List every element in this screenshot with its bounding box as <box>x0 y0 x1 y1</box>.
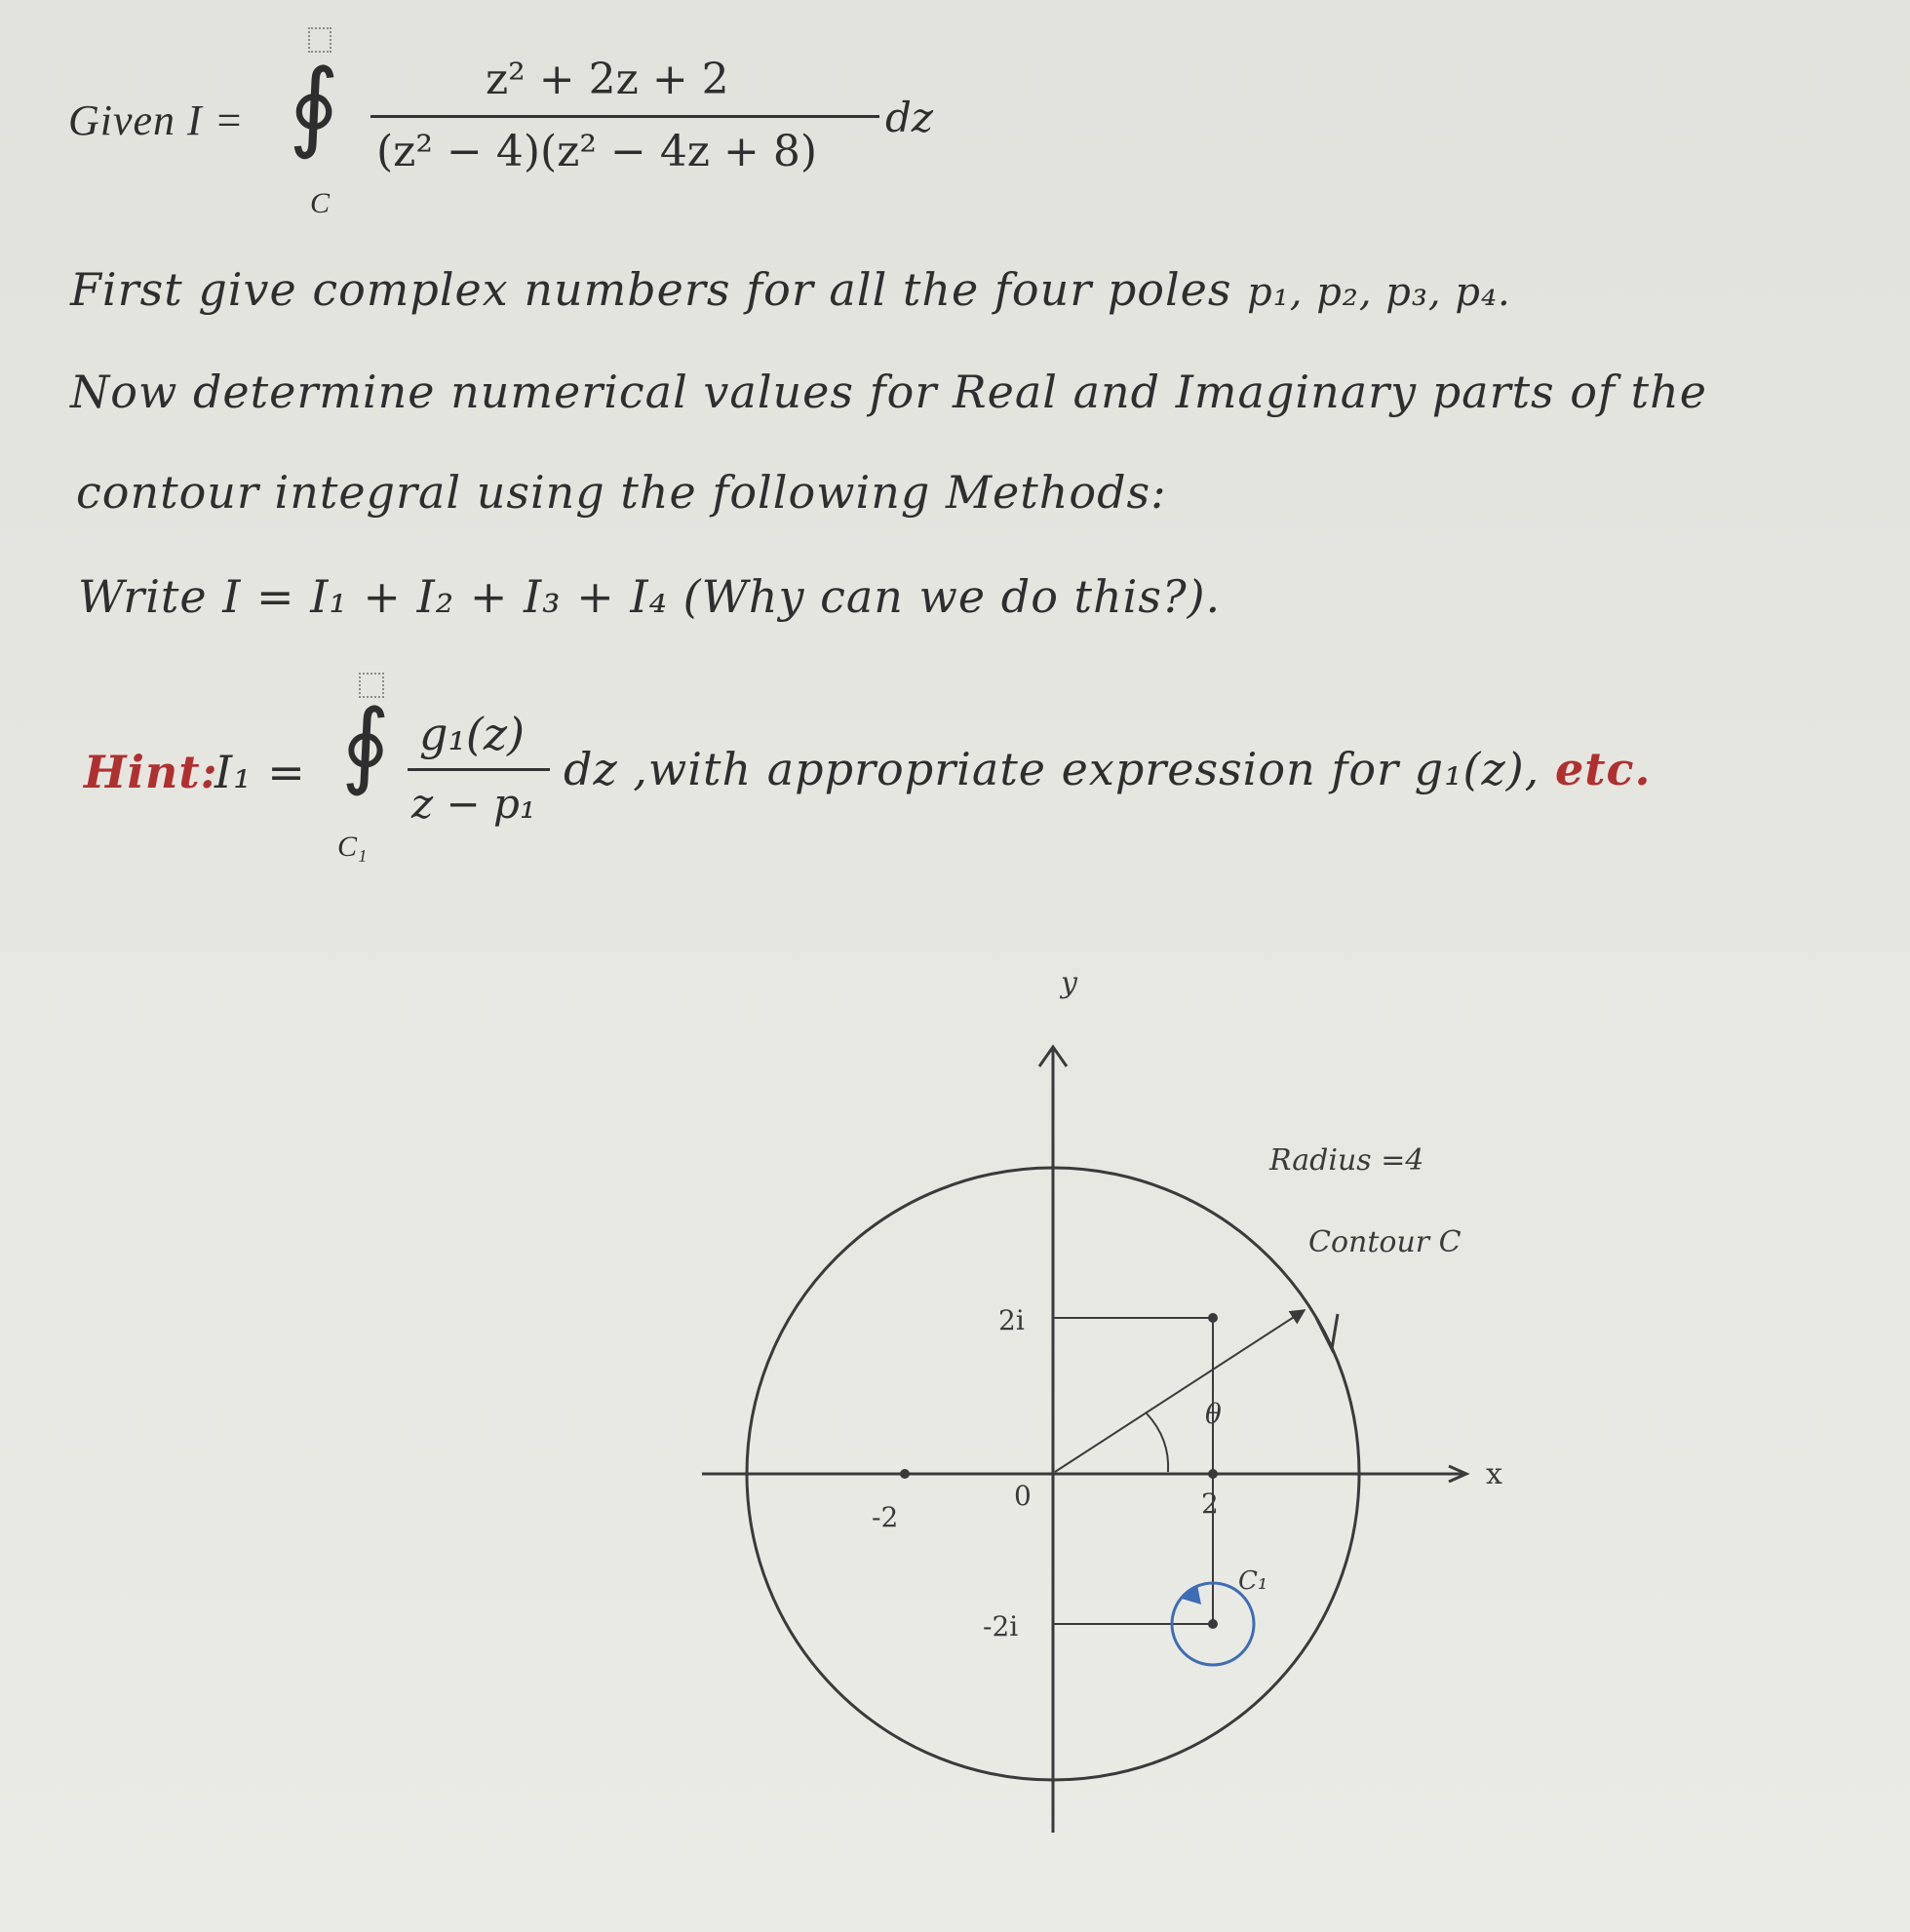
tick-label-2i: 2i <box>998 1304 1025 1336</box>
integrand-denominator: (z² − 4)(z² − 4z + 8) <box>376 127 817 176</box>
tick-label-0: 0 <box>1014 1480 1032 1512</box>
given-label: Given I = <box>68 97 245 144</box>
hint-label: Hint: <box>84 746 218 798</box>
tick-label-minus-2i: -2i <box>983 1610 1019 1642</box>
instruction-line-methods: contour integral using the following Methods: <box>76 466 1167 519</box>
contour-c1-label: C₁ <box>1238 1566 1268 1596</box>
hint-denominator: z − p₁ <box>411 780 536 828</box>
hint-contour-subscript: C₁ <box>337 831 368 863</box>
hint-lhs: I₁ = <box>214 746 306 798</box>
radius-label: Radius =4 <box>1269 1143 1424 1178</box>
pole-point-2-minus-2i <box>1208 1619 1218 1629</box>
instruction-line-sum: Write I = I₁ + I₂ + I₃ + I₄ (Why can we do this?). <box>78 570 1222 623</box>
integrand-numerator: z² + 2z + 2 <box>486 55 729 104</box>
contour-direction-arrow-icon <box>1316 1314 1338 1349</box>
radius-line <box>1055 1310 1305 1472</box>
tick-label-2: 2 <box>1201 1488 1219 1520</box>
hint-numerator: g₁(z) <box>419 708 526 760</box>
x-axis-label: x <box>1486 1457 1502 1491</box>
tick-label-minus-2: -2 <box>872 1501 899 1533</box>
pole-point-minus-2 <box>900 1469 910 1479</box>
contour-subscript: C <box>310 187 331 219</box>
theta-label: θ <box>1205 1398 1222 1430</box>
theta-arc <box>1147 1413 1168 1472</box>
instruction-line-real-imag: Now determine numerical values for Real and Imaginary parts of the <box>70 366 1707 418</box>
y-axis-label: y <box>1061 966 1077 1000</box>
hint-rest-text: dz ,with appropriate expression for g₁(z), <box>564 743 1555 795</box>
contour-integral-sign: ∮ <box>289 48 340 162</box>
hint-etc: etc. <box>1554 743 1652 795</box>
instruction-poles-text: First give complex numbers for all the four poles <box>70 263 1248 316</box>
pole-point-2-plus-2i <box>1208 1313 1218 1323</box>
pole-list: p₁, p₂, p₃, p₄. <box>1247 270 1511 315</box>
pole-point-2 <box>1208 1469 1218 1479</box>
contour-c-label: Contour C <box>1308 1225 1462 1259</box>
differential-dz: dz <box>885 94 934 141</box>
hint-contour-integral-sign: ∮ <box>341 689 391 798</box>
